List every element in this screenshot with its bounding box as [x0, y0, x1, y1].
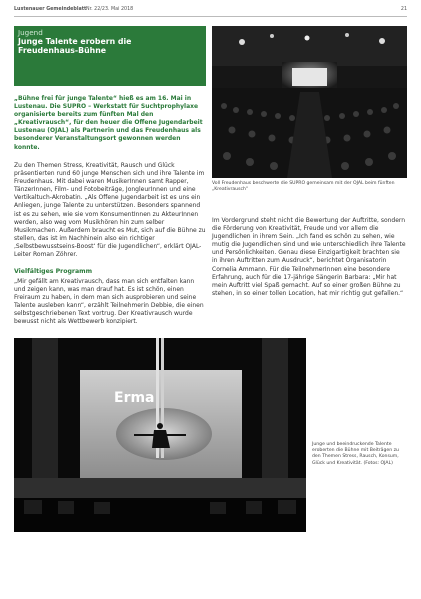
screen-text: Erma [114, 390, 155, 406]
photo-caption-2: Junge und beeindruckende Talente eroberten die Bühne mit Beiträgen zu den Themen Stress, Rausch, Konsum, Glück und Kreativität. (Fotos: OJAL) [312, 442, 399, 466]
page-number: 21 [400, 7, 407, 12]
article-subhead: Vielfältiges Programm [14, 268, 93, 275]
photo-caption-1: Voll Freudenhaus beschwerte die SUPRO gemeinsam mit der OJAL beim fünften „Kreativrausch“ [212, 181, 395, 192]
stage-photo-drawing [14, 338, 306, 532]
body-paragraph-2: „Mir gefällt am Kreativrausch, dass man sich entfalten kann und zeigen kann, was man drauf hat. Es ist schön, einen Freiraum zu haben, in dem man sich ausprobieren und seine Talente ausleben kann“, erzählt Teilnehmerin Debbie, die einen selbstgeschriebenen Text vortrug. Der Kreativrausch wurde bewusst nicht als Wettbewerb konzipiert. [14, 278, 204, 326]
audience-photo [212, 26, 407, 178]
audience-photo-drawing [212, 26, 407, 178]
issue-date: Nr. 22/23. Mai 2018 [86, 7, 134, 12]
article-body-3 [212, 217, 407, 298]
page-header [14, 7, 407, 19]
headline-box [14, 26, 206, 86]
lead-paragraph: „Bühne frei für junge Talente“ hieß es am 16. Mai in Lustenau. Die SUPRO – Werkstatt für Suchtprophylaxe organisierte bereits zum fünften Mal den „Kreativrausch“, für den heuer die Offene Jugendarbeit Lustenau (OJAL) als Partnerin und das Freudenhaus als besonderer Veranstaltungsort gewonnen werden konnte. [14, 95, 203, 151]
stage-photo [14, 338, 306, 532]
section-kicker: Jugend [18, 28, 43, 37]
body-paragraph-3: Im Vordergrund steht nicht die Bewertung der Auftritte, sondern die Förderung von Kreativität, Freude und vor allem die Jugendlichen in ihrem Sein. „Ich fand es schön zu sehen, wie mutig die Jugendlichen sind und wie unterschiedlich ihre Talente und Persönlichkeiten. Genau diese Einzigartigkeit brachten sie in ihren Auftritten zum Ausdruck“, berichtet Organisatorin Cornelia Ammann. Für die TeilnehmerInnen eine besondere Erfahrung, auch für die 17-jährige Sängerin Barbara: „Mir hat mein Auftritt viel Spaß gemacht. Auf so einer großen Bühne zu stehen, in so einer tollen Location, hat mir richtig gut gefallen.“ [212, 217, 406, 297]
article-lead [14, 95, 206, 152]
article-body-1 [14, 162, 206, 259]
publication-title: Lustenauer Gemeindeblatt [14, 7, 87, 12]
header-divider [14, 16, 407, 17]
article-headline: Junge Talente erobern die Freudenhaus-Bühne [18, 37, 132, 55]
article-body-2 [14, 278, 206, 327]
body-paragraph-1: Zu den Themen Stress, Kreativität, Rausch und Glück präsentierten rund 60 junge Menschen sich und ihre Talente im Freudenhaus. Mit dabei waren MusikerInnen samt Rapper, TänzerInnen, Film- und Fotobeiträge, JongleurInnen und eine Vertikaltuch-Akrobatin. „Als Offene Jugendarbeit ist es uns ein Anliegen, junge Talente zu unterstützen. Besonders spannend ist es zu sehen, wie sie vom KonsumentInnen zu AkteurInnen werden, also weg vom Musikhören hin zum selber Musikmachen. Außerdem braucht es Mut, sich auf die Bühne zu stellen, das ist im Nachhinein also ein richtiger ‚Selbstbewusstseins-Boost‘ für die Jugendlichen“, erklärt OJAL-Leiter Roman Zöhrer. [14, 162, 206, 259]
